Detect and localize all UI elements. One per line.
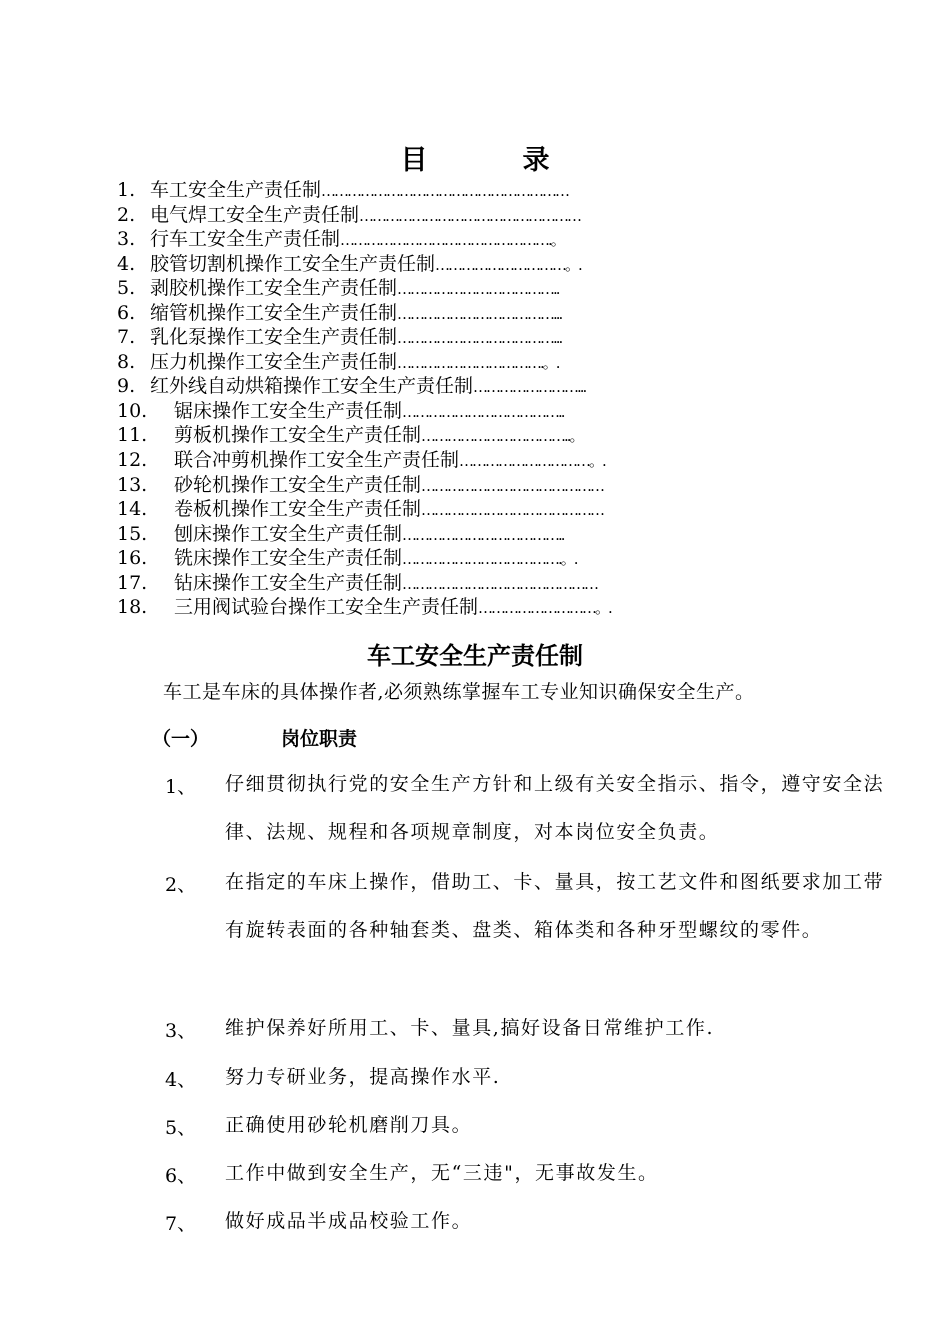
toc-item-leader: ……………………... [473,378,586,397]
duty-text: 正确使用砂轮机磨削刀具。 [225,1114,473,1136]
toc-item-title: 压力机操作工安全生产责任制 [150,350,398,373]
toc-item [117,301,837,326]
duty-text: 在指定的车床上操作，借助工、卡、量具，按工艺文件和图纸要求加工带有旋转表面的各种轴套类、盘类、箱体类和各种牙型螺纹的零件。 [225,871,885,941]
toc-item-leader: ……………………………………… [402,574,598,593]
toc-item-number: 1. [117,179,136,201]
toc-item-title: 电气焊工安全生产责任制 [150,203,360,226]
duty-number: 7、 [165,1213,197,1235]
toc-item-number: 2. [117,203,136,226]
toc-item [117,325,837,350]
toc-item-title: 胶管切割机操作工安全生产责任制 [150,252,436,275]
toc-item [117,595,837,620]
duty-number: 6、 [165,1165,197,1187]
toc-item-number: 18. [117,596,148,619]
toc-item-number: 8. [117,350,136,373]
toc-item-title: 缩管机操作工安全生产责任制 [150,301,398,324]
toc-item-leader: …………………………………… [421,476,604,495]
toc-item-title: 砂轮机操作工安全生产责任制 [174,473,422,496]
toc-item-title: 锯床操作工安全生产责任制 [174,399,403,422]
toc-item-title: 联合冲剪机操作工安全生产责任制 [174,449,460,472]
toc-item-title: 剪板机操作工安全生产责任制 [174,424,422,447]
toc-item-leader: ……………………………….。. [402,550,577,569]
toc-item-title: 行车工安全生产责任制 [150,228,341,251]
duty-number: 5、 [165,1117,197,1139]
toc-item-number: 17. [117,571,148,594]
toc-item-leader: ……………………………..。 [421,427,583,446]
duty-text: 维护保养好所用工、卡、量具,搞好设备日常维护工作. [225,1017,715,1039]
toc-item-title: 刨床操作工安全生产责任制 [174,522,403,545]
toc-item-title: 钻床操作工安全生产责任制 [174,571,403,594]
duty-text: 努力专研业务，提高操作水平. [225,1066,501,1088]
toc-item-leader: …………………………………… [421,501,604,520]
duty-number: 4、 [165,1069,197,1091]
toc-item-number: 12. [117,449,148,472]
toc-title: 目 录 [400,145,584,176]
toc-item-title: 卷板机操作工安全生产责任制 [174,498,422,521]
toc-item-leader: ……………………………….. [402,525,564,544]
toc-item [117,276,837,301]
toc-item-title: 红外线自动烘箱操作工安全生产责任制 [150,375,474,398]
toc-item-number: 5. [117,277,136,300]
toc-item-leader: …………………………。. [435,255,581,274]
duty-number: 3、 [165,1020,197,1042]
toc-item [117,203,837,228]
duty-text: 做好成品半成品校验工作。 [225,1210,473,1232]
toc-item [117,178,837,203]
toc-item [117,252,837,277]
toc-item-number: 13. [117,473,148,496]
toc-item-leader: …………………………………………… [359,206,581,225]
subhead [152,724,357,751]
toc-item-title: 三用阀试验台操作工安全生产责任制 [174,596,479,619]
toc-item [117,227,837,252]
subhead-label: 岗位职责 [281,728,358,750]
toc-item-leader: ………………………………………………… [321,182,569,200]
toc-item-leader: ……………………………….. [402,402,564,421]
section-title: 车工安全生产责任制 [367,641,583,670]
toc-item [117,546,837,571]
toc-item-title: 剥胶机操作工安全生产责任制 [150,277,398,300]
toc-item-leader: …………………………….。. [397,353,559,372]
toc-item-title: 乳化泵操作工安全生产责任制 [150,326,398,349]
toc-item [117,473,837,498]
toc-item-number: 16. [117,547,148,570]
duty-text: 仔细贯彻执行党的安全生产方针和上级有关安全指示、指令，遵守安全法律、法规、规程和各项规章制度，对本岗位安全负责。 [225,773,885,843]
toc-item-number: 14. [117,498,148,521]
toc-item [117,448,837,473]
toc-item [117,350,837,375]
subhead-number: （一） [152,728,210,750]
section-intro: 车工是车床的具体操作者,必须熟练掌握车工专业知识确保安全生产。 [163,681,755,703]
toc-item-number: 11. [117,424,148,447]
toc-item-number: 6. [117,301,136,324]
toc-item-title: 铣床操作工安全生产责任制 [174,547,403,570]
toc-item [117,571,837,596]
toc-item-leader: ………………………………... [397,304,562,323]
duty-number: 1、 [165,776,197,798]
duty-number: 2、 [165,874,197,896]
duty-text: 工作中做到安全生产，无“三违"，无事故发生。 [225,1162,659,1184]
toc-item [117,374,837,399]
toc-item-leader: ………………………………... [397,329,562,348]
toc-item-leader: ……………………………….. [397,280,559,299]
toc-item-number: 7. [117,326,136,349]
toc-item [117,522,837,547]
toc-item [117,423,837,448]
toc-item-number: 4. [117,252,136,275]
toc-item-leader: ………………………。. [478,599,611,618]
toc-item-number: 10. [117,399,148,422]
toc-item-leader: …………………………。. [459,452,605,471]
table-of-contents [117,178,837,620]
toc-item-number: 15. [117,522,148,545]
toc-item [117,399,837,424]
toc-item-leader: ………………………………………….。 [340,231,564,250]
toc-item [117,497,837,522]
toc-item-title: 车工安全生产责任制 [150,179,322,201]
toc-item-number: 9. [117,375,136,398]
toc-item-number: 3. [117,228,136,251]
